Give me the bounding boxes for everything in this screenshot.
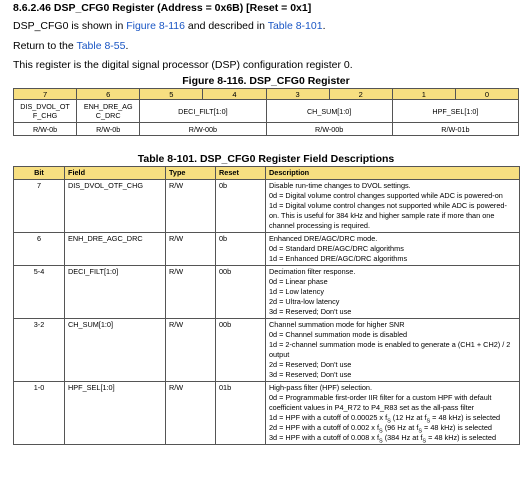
subscript: S — [387, 418, 391, 425]
subscript: S — [426, 418, 431, 425]
figure-title: Figure 8-116. DSP_CFG0 Register — [182, 75, 350, 87]
column-header: Reset — [216, 167, 266, 180]
field-name: ENH_DRE_AG C_DRC — [77, 100, 140, 123]
bit-number: 6 — [77, 89, 140, 100]
table-link[interactable]: Table 8-101 — [267, 20, 323, 32]
register-diagram — [13, 88, 519, 136]
description-line: 2d = Reserved; Don't use — [269, 360, 352, 369]
cell-bit: 3-2 — [14, 319, 65, 382]
column-header: Field — [65, 167, 166, 180]
subscript: S — [418, 428, 423, 435]
cell-description — [266, 382, 520, 445]
cell-type: R/W — [166, 180, 216, 233]
cell-bit: 6 — [14, 233, 65, 266]
cell-type: R/W — [166, 319, 216, 382]
cell-reset: 0b — [216, 180, 266, 233]
field-access: R/W-00b — [266, 123, 392, 136]
cell-reset: 01b — [216, 382, 266, 445]
description-line — [269, 413, 516, 423]
bit-number-row — [14, 89, 519, 100]
description-line: 2d = Ultra-low latency — [269, 297, 340, 306]
intro-line-3: This register is the digital signal processor (DSP) configuration register 0. — [13, 59, 353, 71]
description-line: 3d = Reserved; Don't use — [269, 307, 352, 316]
cell-type: R/W — [166, 233, 216, 266]
intro-text: . — [322, 20, 326, 32]
text-fragment: (384 Hz at f — [382, 433, 423, 442]
field-access: R/W-01b — [392, 123, 518, 136]
table-title: Table 8-101. DSP_CFG0 Register Field Descriptions — [137, 153, 395, 165]
intro-text: and described in — [184, 20, 268, 32]
cell-description — [266, 233, 520, 266]
description-line: Decimation filter response. — [269, 267, 356, 276]
cell-bit: 1-0 — [14, 382, 65, 445]
intro-text: Return to the — [13, 40, 77, 52]
text-fragment: 2d = HPF with a cutoff of 0.002 x f — [269, 423, 379, 432]
table-row — [14, 266, 520, 319]
text-fragment: = 48 kHz) is selected — [422, 423, 492, 432]
subscript: S — [422, 438, 427, 445]
description-line: 1d = Low latency — [269, 287, 324, 296]
description-line — [269, 423, 516, 433]
field-descriptions-table — [13, 166, 520, 445]
field-name: HPF_SEL[1:0] — [392, 100, 518, 123]
bit-number: 1 — [392, 89, 455, 100]
cell-description — [266, 266, 520, 319]
cell-type: R/W — [166, 266, 216, 319]
intro-text: DSP_CFG0 is shown in — [13, 20, 127, 32]
table-row — [14, 382, 520, 445]
field-access: R/W-00b — [140, 123, 266, 136]
subscript: S — [379, 428, 383, 435]
description-line: 1d = Digital volume control changes not supported while ADC is powered-on. This is useful for 384 kHz and higher sample rate if more than one channel processing is required. — [269, 201, 507, 230]
column-header: Type — [166, 167, 216, 180]
cell-bit: 7 — [14, 180, 65, 233]
description-line: 0d = Standard DRE/AGC/DRC algorithms — [269, 244, 404, 253]
description-line: 0d = Channel summation mode is disabled — [269, 330, 408, 339]
description-line: 1d = 2-channel summation mode is enabled to generate a (CH1 + CH2) / 2 output — [269, 340, 511, 359]
bit-number: 0 — [455, 89, 518, 100]
description-line: 3d = Reserved; Don't use — [269, 370, 352, 379]
table-row — [14, 233, 520, 266]
text-fragment: (96 Hz at f — [382, 423, 419, 432]
description-line: 0d = Digital volume control changes supported while ADC is powered-on — [269, 191, 503, 200]
description-line: Disable run-time changes to DVOL settings. — [269, 181, 411, 190]
section-heading — [13, 2, 311, 14]
text-fragment: 1d = HPF with a cutoff of 0.00025 x f — [269, 413, 388, 422]
figure-link[interactable]: Figure 8-116 — [126, 20, 185, 32]
bit-number: 2 — [329, 89, 392, 100]
intro-line-1 — [13, 20, 325, 32]
cell-field: DECI_FILT[1:0] — [65, 266, 166, 319]
section-number: 8.6.2.46 — [13, 2, 51, 14]
cell-field: HPF_SEL[1:0] — [65, 382, 166, 445]
subscript: S — [379, 438, 383, 445]
cell-field: DIS_DVOL_OTF_CHG — [65, 180, 166, 233]
intro-line-2 — [13, 40, 128, 52]
bit-number: 7 — [14, 89, 77, 100]
table-row — [14, 319, 520, 382]
cell-bit: 5-4 — [14, 266, 65, 319]
description-line: High-pass filter (HPF) selection. — [269, 383, 372, 392]
text-fragment: 3d = HPF with a cutoff of 0.008 x f — [269, 433, 379, 442]
description-line: 0d = Linear phase — [269, 277, 328, 286]
cell-description — [266, 319, 520, 382]
field-access-row — [14, 123, 519, 136]
field-access: R/W-0b — [77, 123, 140, 136]
table-header-row — [14, 167, 520, 180]
cell-field: ENH_DRE_AGC_DRC — [65, 233, 166, 266]
text-fragment: = 48 kHz) is selected — [430, 413, 501, 422]
cell-reset: 00b — [216, 266, 266, 319]
column-header: Bit — [14, 167, 65, 180]
field-access: R/W-0b — [14, 123, 77, 136]
description-line: 0d = Programmable first-order IIR filter for a custom HPF with default coefficient values in P4_R72 to P4_R83 set as the all-pass filter — [269, 393, 492, 412]
table-row — [14, 180, 520, 233]
description-line: Channel summation mode for higher SNR — [269, 320, 405, 329]
intro-text: . — [125, 40, 129, 52]
bit-number: 4 — [203, 89, 266, 100]
return-table-link[interactable]: Table 8-55 — [76, 40, 126, 52]
description-line — [269, 433, 516, 443]
cell-description — [266, 180, 520, 233]
field-name: CH_SUM[1:0] — [266, 100, 392, 123]
bit-number: 5 — [140, 89, 203, 100]
cell-field: CH_SUM[1:0] — [65, 319, 166, 382]
field-name: DECI_FILT[1:0] — [140, 100, 266, 123]
field-name: DIS_DVOL_OT F_CHG — [14, 100, 77, 123]
section-title: DSP_CFG0 Register (Address = 0x6B) [Reset = 0x1] — [53, 2, 312, 14]
cell-reset: 0b — [216, 233, 266, 266]
cell-type: R/W — [166, 382, 216, 445]
text-fragment: (12 Hz at f — [390, 413, 427, 422]
cell-reset: 00b — [216, 319, 266, 382]
column-header: Description — [266, 167, 520, 180]
field-name-row — [14, 100, 519, 123]
text-fragment: = 48 kHz) is selected — [426, 433, 497, 442]
description-line: Enhanced DRE/AGC/DRC mode. — [269, 234, 378, 243]
description-line: 1d = Enhanced DRE/AGC/DRC algorithms — [269, 254, 408, 263]
bit-number: 3 — [266, 89, 329, 100]
